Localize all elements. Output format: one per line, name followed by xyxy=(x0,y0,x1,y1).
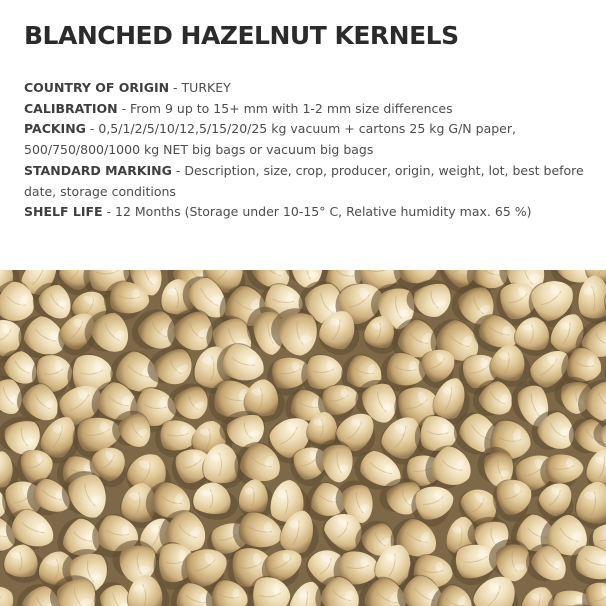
hazelnut-pile-image xyxy=(0,270,606,606)
spec-country-of-origin xyxy=(24,78,584,99)
spec-label: COUNTRY OF ORIGIN xyxy=(24,80,170,95)
spec-value: - Description, size, crop, producer, origin, weight, lot, best before date, storage conditions xyxy=(24,162,584,199)
spec-label: PACKING xyxy=(24,121,86,137)
product-header xyxy=(0,0,606,270)
product-specifications xyxy=(24,78,584,223)
hazelnut-kernels-photo xyxy=(0,270,606,606)
spec-packing xyxy=(24,119,584,160)
spec-label: SHELF LIFE xyxy=(24,204,103,220)
spec-value: - From 9 up to 15+ mm with 1-2 mm size differences xyxy=(117,100,453,116)
page-title: BLANCHED HAZELNUT KERNELS xyxy=(24,21,459,50)
spec-shelf-life xyxy=(24,202,584,223)
spec-value: - 0,5/1/2/5/10/12,5/15/20/25 kg vacuum + cartons 25 kg G/N paper, 500/750/800/1000 kg NET big bags or vacuum big bags xyxy=(24,121,516,158)
spec-value: - 12 Months (Storage under 10-15° C, Relative humidity max. 65 %) xyxy=(102,204,532,220)
spec-value: - TURKEY xyxy=(169,80,231,95)
spec-calibration xyxy=(24,99,584,120)
spec-label: STANDARD MARKING xyxy=(24,162,172,178)
spec-label: CALIBRATION xyxy=(24,100,118,116)
spec-standard-marking xyxy=(24,161,584,202)
